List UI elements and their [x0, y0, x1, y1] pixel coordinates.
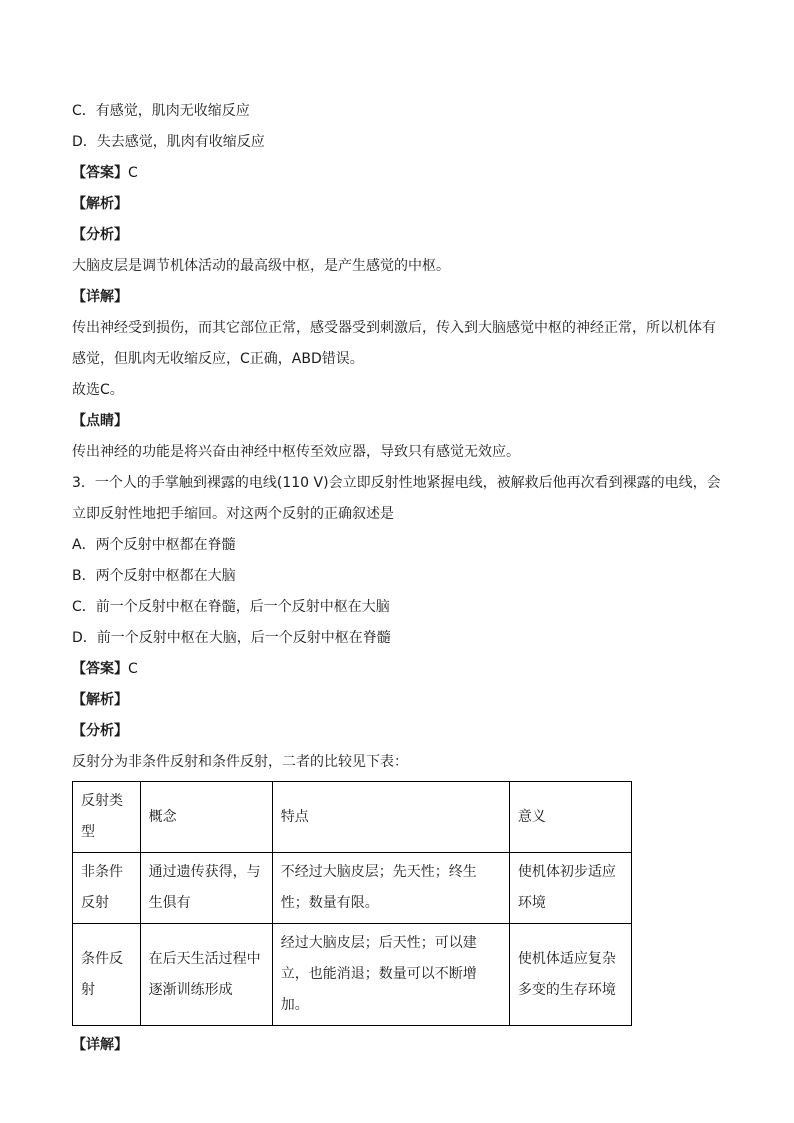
question-3-stem: 3．一个人的手掌触到裸露的电线(110 V)会立即反射性地紧握电线，被解救后他再次看到裸露的电线，会立即反射性地把手缩回。对这两个反射的正确叙述是 [72, 475, 721, 522]
fenxi-heading: 【分析】 [72, 227, 128, 243]
option-c: C．有感觉，肌肉无收缩反应 [72, 103, 250, 119]
q3-answer-tag: 【答案】 [72, 661, 128, 677]
table-header-cell: 意义 [509, 782, 631, 853]
q3-jiexi-heading: 【解析】 [72, 692, 128, 708]
document-page [72, 96, 732, 1061]
jiexi-heading: 【解析】 [72, 196, 128, 212]
table-cell: 通过遗传获得，与生俱有 [140, 853, 272, 924]
table-cell: 不经过大脑皮层；先天性；终生性；数量有限。 [272, 853, 509, 924]
xiangjie-text: 传出神经受到损伤，而其它部位正常，感受器受到刺激后，传入到大脑感觉中枢的神经正常，所以机体有感觉，但肌肉无收缩反应，C正确，ABD错误。 [72, 320, 716, 367]
table-cell: 非条件反射 [73, 853, 141, 924]
table-cell: 使机体初步适应环境 [509, 853, 631, 924]
reflex-comparison-table [72, 781, 632, 1026]
q3-answer-line [72, 654, 732, 685]
xiangjie-heading: 【详解】 [72, 289, 128, 305]
table-cell: 经过大脑皮层；后天性；可以建立，也能消退；数量可以不断增加。 [272, 924, 509, 1026]
dianjing-heading: 【点睛】 [72, 413, 128, 429]
q3-fenxi-text: 反射分为非条件反射和条件反射，二者的比较见下表： [72, 754, 408, 770]
table-cell: 在后天生活过程中逐渐训练形成 [140, 924, 272, 1026]
answer-tag: 【答案】 [72, 165, 128, 181]
q3-fenxi-heading: 【分析】 [72, 723, 128, 739]
q3-option-c: C．前一个反射中枢在脊髓，后一个反射中枢在大脑 [72, 599, 390, 615]
table-header-cell: 概念 [140, 782, 272, 853]
answer-line [72, 158, 732, 189]
table-header-cell: 反射类型 [73, 782, 141, 853]
table-row [73, 924, 632, 1026]
q3-option-a: A．两个反射中枢都在脊髓 [72, 537, 236, 553]
table-row [73, 853, 632, 924]
fenxi-text: 大脑皮层是调节机体活动的最高级中枢，是产生感觉的中枢。 [72, 258, 450, 274]
q3-answer-value: C [128, 661, 138, 677]
table-header-row [73, 782, 632, 853]
guxuan-text: 故选C。 [72, 382, 124, 398]
answer-value: C [128, 165, 138, 181]
table-cell: 使机体适应复杂多变的生存环境 [509, 924, 631, 1026]
dianjing-text: 传出神经的功能是将兴奋由神经中枢传至效应器，导致只有感觉无效应。 [72, 444, 520, 460]
table-cell: 条件反射 [73, 924, 141, 1026]
table-header-cell: 特点 [272, 782, 509, 853]
option-d: D．失去感觉，肌肉有收缩反应 [72, 134, 265, 150]
q3-option-d: D．前一个反射中枢在大脑，后一个反射中枢在脊髓 [72, 630, 391, 646]
q3-option-b: B．两个反射中枢都在大脑 [72, 568, 236, 584]
q3-xiangjie-heading: 【详解】 [72, 1037, 128, 1053]
